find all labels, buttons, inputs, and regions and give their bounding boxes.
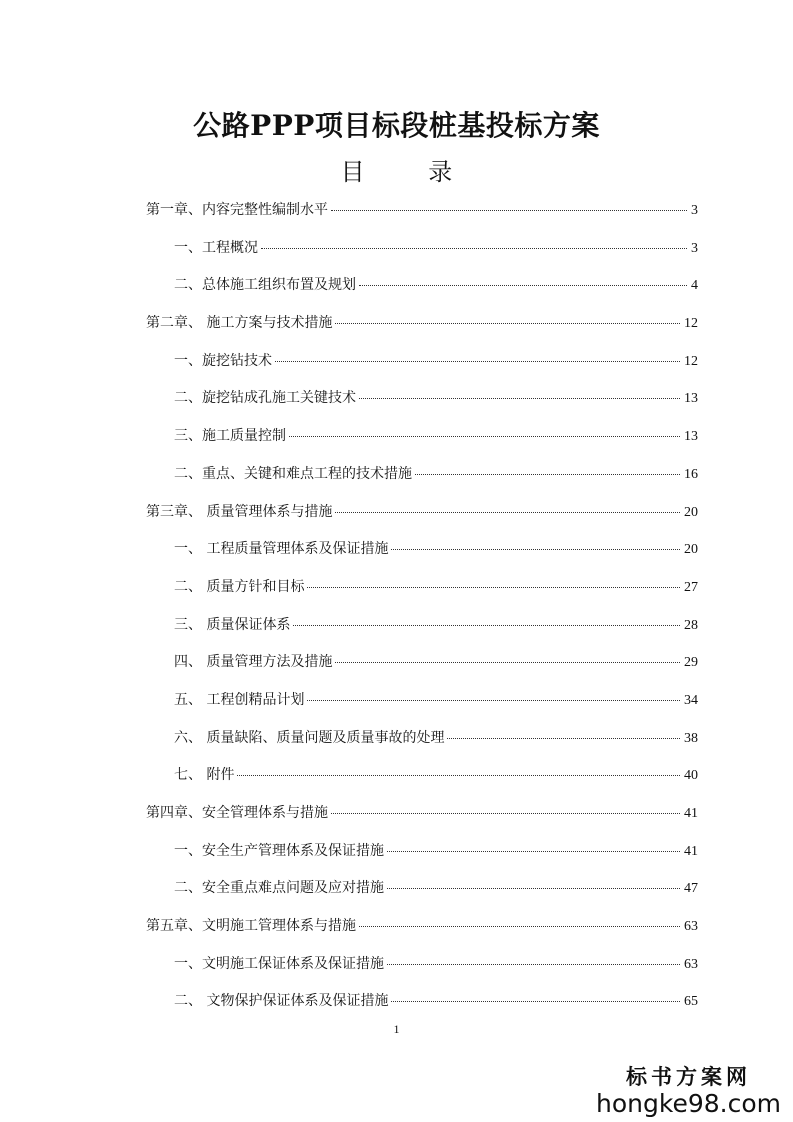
toc-dot-leader	[415, 474, 680, 475]
toc-dot-leader	[237, 775, 680, 776]
toc-entry-page: 13	[684, 429, 698, 445]
toc-entry-label: 二、 文物保护保证体系及保证措施	[174, 993, 389, 1010]
toc-entry-page: 20	[684, 504, 698, 520]
toc-entry-label: 第五章、文明施工管理体系与措施	[146, 918, 356, 935]
toc-dot-leader	[331, 210, 687, 211]
watermark-logo	[596, 1064, 781, 1118]
toc-entry-page: 65	[684, 994, 698, 1010]
toc-entry-page: 47	[684, 881, 698, 897]
toc-entry-label: 第二章、 施工方案与技术措施	[146, 315, 333, 332]
toc-entry-label: 第一章、内容完整性编制水平	[146, 202, 328, 218]
toc-section-entry[interactable]	[146, 535, 698, 573]
toc-section-entry[interactable]	[146, 573, 698, 611]
toc-entry-label: 五、 工程创精品计划	[174, 691, 305, 708]
toc-entry-label: 四、 质量管理方法及措施	[174, 654, 333, 671]
toc-section-entry[interactable]	[146, 724, 698, 762]
toc-section-entry[interactable]	[146, 686, 698, 724]
toc-entry-label: 二、安全重点难点问题及应对措施	[174, 880, 384, 897]
toc-entry-label: 三、施工质量控制	[174, 428, 286, 445]
toc-entry-page: 20	[684, 542, 698, 558]
toc-heading: 目 录	[340, 158, 481, 186]
toc-section-entry[interactable]	[146, 460, 698, 498]
toc-entry-page: 41	[684, 843, 698, 859]
toc-entry-page: 16	[684, 466, 698, 482]
toc-dot-leader	[335, 662, 680, 663]
toc-dot-leader	[387, 851, 680, 852]
toc-section-entry[interactable]	[146, 234, 698, 272]
toc-entry-label: 第三章、 质量管理体系与措施	[146, 503, 333, 520]
toc-dot-leader	[359, 285, 687, 286]
toc-chapter-entry[interactable]	[146, 799, 698, 837]
toc-entry-page: 34	[684, 692, 698, 708]
toc-entry-page: 4	[691, 278, 698, 294]
toc-chapter-entry[interactable]	[146, 309, 698, 347]
toc-dot-leader	[359, 398, 680, 399]
toc-dot-leader	[387, 964, 680, 965]
toc-dot-leader	[289, 436, 680, 437]
toc-dot-leader	[335, 323, 680, 324]
toc-chapter-entry[interactable]	[146, 498, 698, 536]
toc-entry-label: 一、 工程质量管理体系及保证措施	[174, 541, 389, 558]
toc-chapter-entry[interactable]	[146, 912, 698, 950]
toc-chapter-entry[interactable]	[146, 196, 698, 234]
toc-dot-leader	[359, 926, 680, 927]
toc-entry-label: 二、 质量方针和目标	[174, 578, 305, 595]
toc-entry-label: 二、旋挖钻成孔施工关键技术	[174, 390, 356, 407]
toc-section-entry[interactable]	[146, 950, 698, 988]
toc-dot-leader	[387, 888, 680, 889]
toc-entry-page: 3	[691, 240, 698, 256]
document-title: 公路PPP项目标段桩基投标方案	[193, 109, 600, 142]
watermark-site-name: 标书方案网	[626, 1064, 751, 1089]
toc-dot-leader	[391, 549, 680, 550]
toc-entry-page: 40	[684, 768, 698, 784]
toc-entry-page: 13	[684, 391, 698, 407]
toc-dot-leader	[447, 738, 680, 739]
toc-entry-label: 二、总体施工组织布置及规划	[174, 277, 356, 294]
toc-dot-leader	[391, 1001, 680, 1002]
toc-section-entry[interactable]	[146, 271, 698, 309]
toc-entry-label: 一、安全生产管理体系及保证措施	[174, 842, 384, 859]
toc-section-entry[interactable]	[146, 422, 698, 460]
toc-entry-page: 12	[684, 316, 698, 332]
toc-entry-label: 一、工程概况	[174, 239, 258, 256]
toc-entry-label: 一、旋挖钻技术	[174, 352, 272, 369]
toc-entry-page: 29	[684, 655, 698, 671]
toc-section-entry[interactable]	[146, 347, 698, 385]
toc-entry-page: 38	[684, 730, 698, 746]
table-of-contents	[146, 196, 698, 1025]
toc-dot-leader	[307, 587, 680, 588]
toc-dot-leader	[331, 813, 680, 814]
toc-dot-leader	[261, 248, 687, 249]
toc-dot-leader	[335, 512, 680, 513]
toc-entry-page: 63	[684, 919, 698, 935]
page-number: 1	[393, 1022, 400, 1036]
toc-entry-page: 41	[684, 806, 698, 821]
toc-entry-label: 六、 质量缺陷、质量问题及质量事故的处理	[174, 729, 445, 746]
toc-entry-page: 3	[691, 203, 698, 218]
toc-section-entry[interactable]	[146, 987, 698, 1025]
toc-section-entry[interactable]	[146, 611, 698, 649]
toc-entry-label: 一、文明施工保证体系及保证措施	[174, 955, 384, 972]
toc-section-entry[interactable]	[146, 874, 698, 912]
toc-entry-page: 63	[684, 956, 698, 972]
toc-entry-label: 七、 附件	[174, 767, 235, 784]
toc-entry-label: 三、 质量保证体系	[174, 616, 291, 633]
toc-entry-label: 二、重点、关键和难点工程的技术措施	[174, 465, 412, 482]
toc-section-entry[interactable]	[146, 384, 698, 422]
watermark-url: hongke98.com	[596, 1089, 781, 1118]
toc-dot-leader	[275, 361, 680, 362]
toc-dot-leader	[307, 700, 680, 701]
toc-entry-page: 27	[684, 579, 698, 595]
toc-dot-leader	[293, 625, 680, 626]
toc-section-entry[interactable]	[146, 648, 698, 686]
toc-entry-page: 12	[684, 353, 698, 369]
toc-entry-label: 第四章、安全管理体系与措施	[146, 805, 328, 821]
toc-section-entry[interactable]	[146, 837, 698, 875]
toc-section-entry[interactable]	[146, 761, 698, 799]
toc-entry-page: 28	[684, 617, 698, 633]
